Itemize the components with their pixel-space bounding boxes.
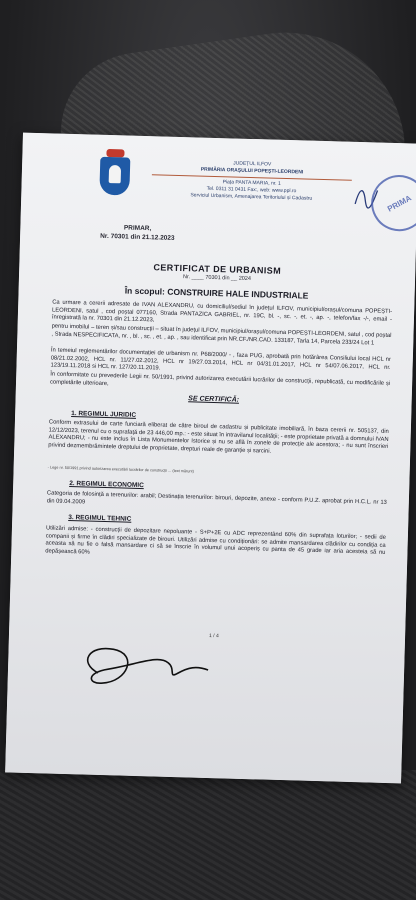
seat-bottom bbox=[0, 770, 416, 900]
section-technical-regime-title: 3. REGIMUL TEHNIC bbox=[68, 514, 132, 523]
intro-paragraph: Ca urmare a cererii adresate de IVAN ALEXANDRU, cu domiciliul/sediul în județul ILFOV, municipiul/orașul/comuna POPEȘTI-LEORDENI, satul , cod poștal 077160, Strada PANTAZICA GABRIEL, nr. 19C, bl. -, sc. -, et. -, ap. -, telefon/fax -/-, email - înregistrată la nr. 70301 din 21.12.2023, bbox=[51, 299, 393, 324]
institution-address: Piața PANTA MARIA, nr. 1 bbox=[222, 179, 281, 187]
issuer-label: PRIMAR, bbox=[123, 224, 152, 233]
section-economic-regime-text: Categoria de folosință a terenurilor: arabil; Destinația terenurilor: birouri, depozite, anexe - conform P.U.Z. aprobat prin H.C.L. nr 13 din 09.04.2009 bbox=[46, 490, 387, 506]
legal-basis-paragraph: În temeiul reglementărilor documentației de urbanism nr. P68/2000/ - , faza PUG, aprobată prin hotărârea Consiliului local HCL nr 08/21.02.2002, HCL nr. 11/27.02.2012, HCL nr 19/27.03.2014, HCL nr 04/31.01.2017, HCL nr 54/07.06.2017, HCL nr. 123/19.11.2018 si HCL nr. 127/20.11.2019. bbox=[50, 347, 391, 372]
urbanism-certificate-page bbox=[5, 133, 416, 784]
purpose-value: CONSTRUIRE HALE INDUSTRIALE bbox=[167, 286, 309, 301]
section-legal-regime-title: 1. REGIMUL JURIDIC bbox=[71, 410, 137, 419]
issuer-reg-number: Nr. 70301 din 21.12.2023 bbox=[100, 232, 175, 242]
section-technical-regime-text: Utilizări admise: - construcții de depozitare nepoluante - S+P+2E cu ADC reprezentând 60% din suprafața loturilor; - sedii de companii și firme în clădiri specializate de birouri. Utilizări admise cu condiționări: se admite mansardarea clădirilor cu condiția ca aceasta să nu fie o falsă mansardare ci să se înscrie în volumul unui acoperiș cu panta de 45 grade iar aria acesteia să nu depășească 60% bbox=[45, 525, 386, 557]
document-number: Nr. ____ 70301 din __ 2024 bbox=[183, 274, 252, 283]
coat-of-arms-icon bbox=[99, 157, 130, 196]
institution-phone: Tel. 0311 31 0431 Fax:, web: www.ppl.ro bbox=[206, 185, 297, 195]
purpose-label: În scopul: bbox=[124, 285, 166, 297]
law-paragraph: În conformitate cu prevederile Legii nr. 50/1991, privind autorizarea executării lucrărilor de construcții, republicată, cu modificările și completările ulterioare, bbox=[49, 371, 391, 387]
document-title: CERTIFICAT DE URBANISM bbox=[153, 262, 282, 276]
department-name: Serviciul Urbanism, Amenajarea Teritoriului și Cadastru bbox=[190, 192, 313, 202]
stamp-text: PRIMA bbox=[385, 193, 413, 214]
page-number: 1 / 4 bbox=[208, 632, 219, 640]
issuer-block bbox=[100, 223, 175, 243]
section-economic-regime-title: 2. REGIMUL ECONOMIC bbox=[69, 480, 144, 490]
property-paragraph: pentru imobilul – teren și/sau construcții – situat în județul ILFOV, municipiul/orașul/comuna POPEȘTI-LEORDENI, satul , cod poștal , Strada NESPECIFICATA, nr. , bl. , sc. , et. , ap. , sau identificat prin NR.CF./NR.CAD. 133187, Tarla 14, Parcela 233/24 Lot 1 bbox=[51, 323, 392, 347]
certifies-heading: SE CERTIFICĂ: bbox=[188, 395, 240, 404]
institution-name: PRIMĂRIA ORAȘULUI POPEȘTI-LEORDENI bbox=[200, 166, 304, 176]
mayor-signature bbox=[67, 632, 219, 696]
letterhead bbox=[151, 158, 352, 204]
section-legal-regime-footnote: - Lege nr. 50/1991 privind autorizarea executării lucrărilor de construcții ... (text mărunt) bbox=[47, 465, 194, 474]
section-legal-regime-text: Conform extrasului de carte funciară eliberat de către biroul de cadastru și publicitate imobiliară, în baza cererii nr. 505137, din 12/12/2023, terenul cu o suprafață de 23 446,00 mp.: - este situat în intravilanul localității; - este proprietate privată a domnului IVAN ALEXANDRU; - nu este inclus în Lista Monumentelor Istorice și nu se află în zonele de protecție ale acestora; - nu sunt înscrieri privind dezmembrămintele dreptului de proprietate, drepturi reale de garanție și sarcini. bbox=[48, 419, 389, 455]
county-label: JUDEȚUL ILFOV bbox=[233, 160, 272, 168]
